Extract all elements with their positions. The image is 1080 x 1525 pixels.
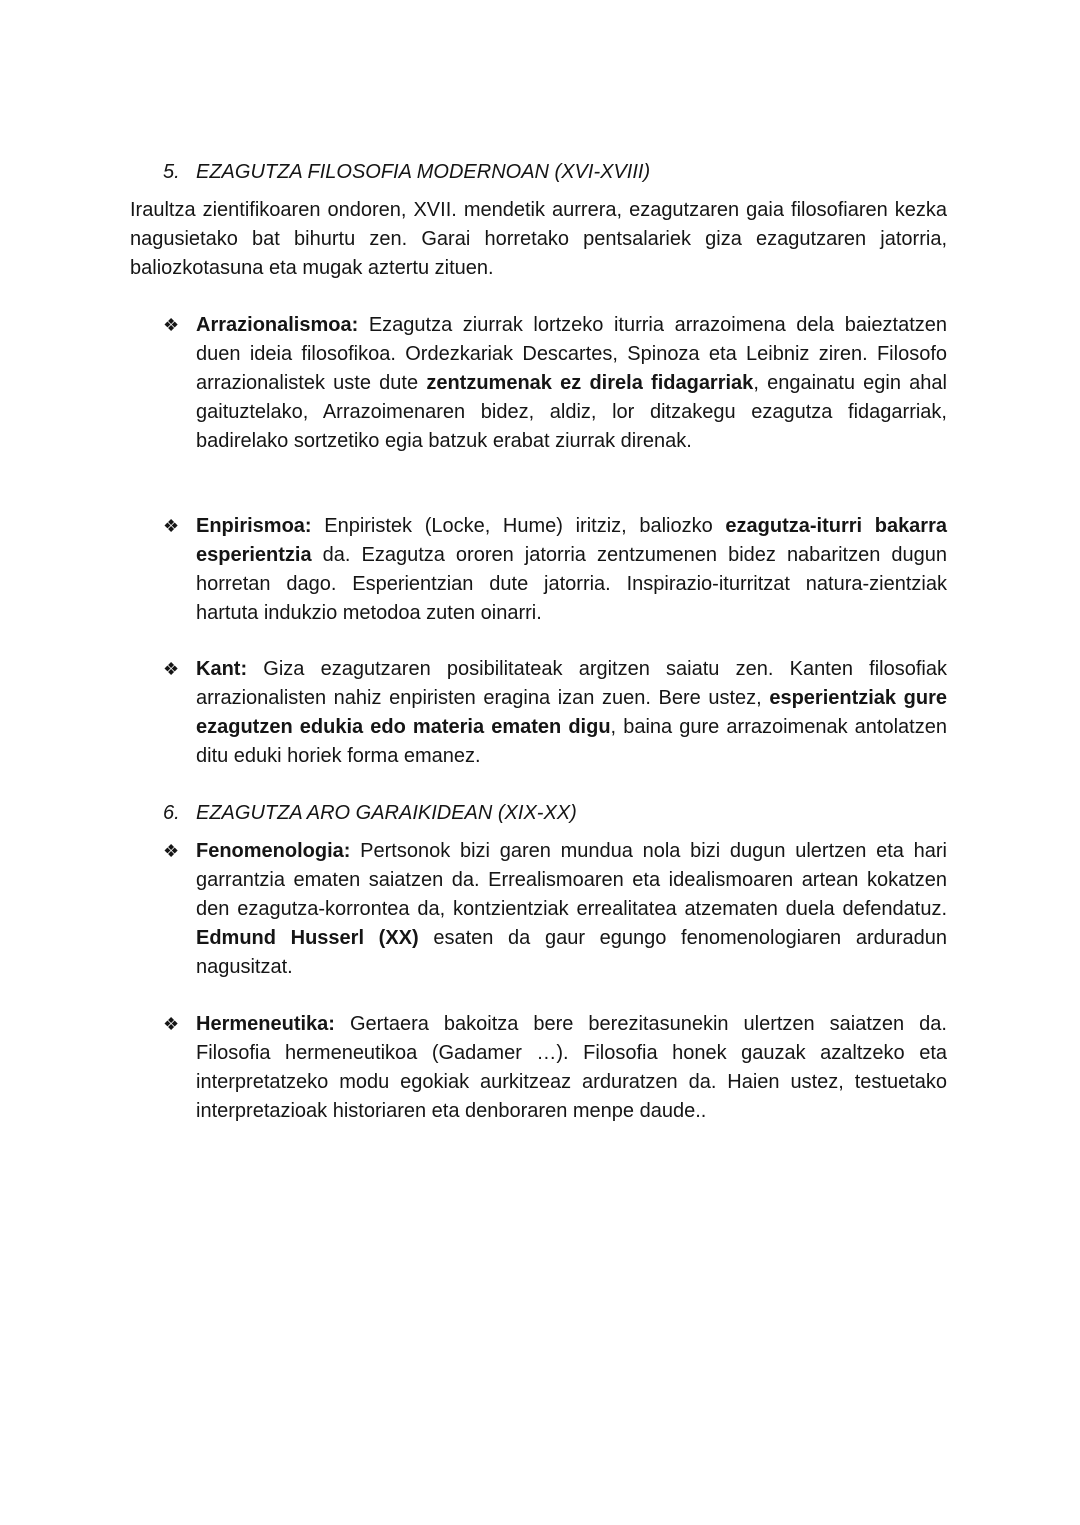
bullet-text: esaten da gaur egungo fenomenologiaren arduradun nagusitzat. — [196, 927, 947, 978]
bullet-term: Enpirismoa: — [196, 515, 312, 537]
bullet-bold-text: Edmund Husserl (XX) — [196, 927, 419, 949]
section-5-heading — [163, 158, 650, 187]
bullet-text: Giza ezagutzaren posibilitateak argitzen saiatu zen. Kanten filosofiak arrazionalisten nahiz enpiristen eragina izan zuen. Bere ustez, — [196, 658, 947, 709]
bullet-text: Gertaera bakoitza bere berezitasunekin ulertzen saiatzen da. Filosofia hermeneutikoa (Gadamer …). Filosofia honek gauzak azaltzeko eta interpretatzeko modu egokiak aurkitzeaz arduratzen da. Haien ustez, testuetako interpretazioak historiaren eta denboraren menpe daude.. — [196, 1013, 947, 1122]
bullet-term: Kant: — [196, 658, 248, 680]
section-6-heading — [163, 799, 577, 828]
section-number: 5. — [163, 161, 180, 183]
bullet-text: Ezagutza ziurrak lortzeko iturria arrazoimena dela baieztatzen duen ideia filosofikoa. Ordezkariak Descartes, Spinoza eta Leibniz ziren. Filosofo arrazionalistek uste dute — [196, 314, 947, 394]
bullet-term: Hermeneutika: — [196, 1013, 335, 1035]
diamond-bullet-icon: ❖ — [163, 516, 180, 536]
diamond-bullet-icon: ❖ — [163, 1014, 180, 1034]
diamond-bullet-icon: ❖ — [163, 659, 180, 679]
bullet-bold-text: ezagutza-iturri bakarra esperientzia — [196, 515, 947, 566]
bullet-text: , engainatu egin ahal gaituztelako, Arrazoimenaren bidez, aldiz, lor ditzakegu ezagutza fidagarriak, badirelako sortzetiko egia batzuk erabat ziurrak direnak. — [196, 372, 947, 452]
diamond-bullet-icon: ❖ — [163, 841, 180, 861]
section-number: 6. — [163, 802, 180, 824]
bullet-bold-text: esperientziak gure ezagutzen edukia edo materia ematen digu — [196, 687, 947, 738]
section-title: EZAGUTZA FILOSOFIA MODERNOAN (XVI-XVIII) — [196, 161, 651, 183]
bullet-text: da. Ezagutza ororen jatorria zentzumenen bidez nabaritzen dugun horretan dago. Esperientzian dute jatorria. Inspirazio-iturritzat natura-zientziak hartuta indukzio metodoa zuten oinarri. — [196, 544, 947, 624]
bullet-fenomenologia — [163, 837, 947, 982]
bullet-text: , baina gure arrazoimenak antolatzen ditu eduki horiek forma emanez. — [196, 716, 947, 767]
bullet-term: Arrazionalismoa: — [196, 314, 359, 336]
bullet-kant — [163, 655, 947, 771]
bullet-term: Fenomenologia: — [196, 840, 351, 862]
bullet-arrazionalismoa — [163, 311, 947, 456]
diamond-bullet-icon: ❖ — [163, 315, 180, 335]
intro-paragraph: Iraultza zientifikoaren ondoren, XVII. mendetik aurrera, ezagutzaren gaia filosofiaren kezka nagusietako bat bihurtu zen. Garai horretako pentsalariek giza ezagutzaren jatorria, baliozkotasuna eta mugak aztertu zituen. — [130, 199, 947, 279]
bullet-text: Pertsonok bizi garen mundua nola bizi dugun ulertzen eta hari garrantzia ematen saiatzen da. Errealismoaren eta idealismoaren artean kokatzen den ezagutza-korrontea da, kontzientziak errealitatea atzematen duela defendatuz. — [196, 840, 947, 920]
bullet-text: Enpiristek (Locke, Hume) iritziz, baliozko — [311, 515, 726, 537]
bullet-bold-text: zentzumenak ez direla fidagarriak — [426, 372, 754, 394]
section-title: EZAGUTZA ARO GARAIKIDEAN (XIX-XX) — [196, 802, 577, 824]
bullet-hermeneutika — [163, 1010, 947, 1126]
bullet-enpirismoa — [163, 512, 947, 628]
